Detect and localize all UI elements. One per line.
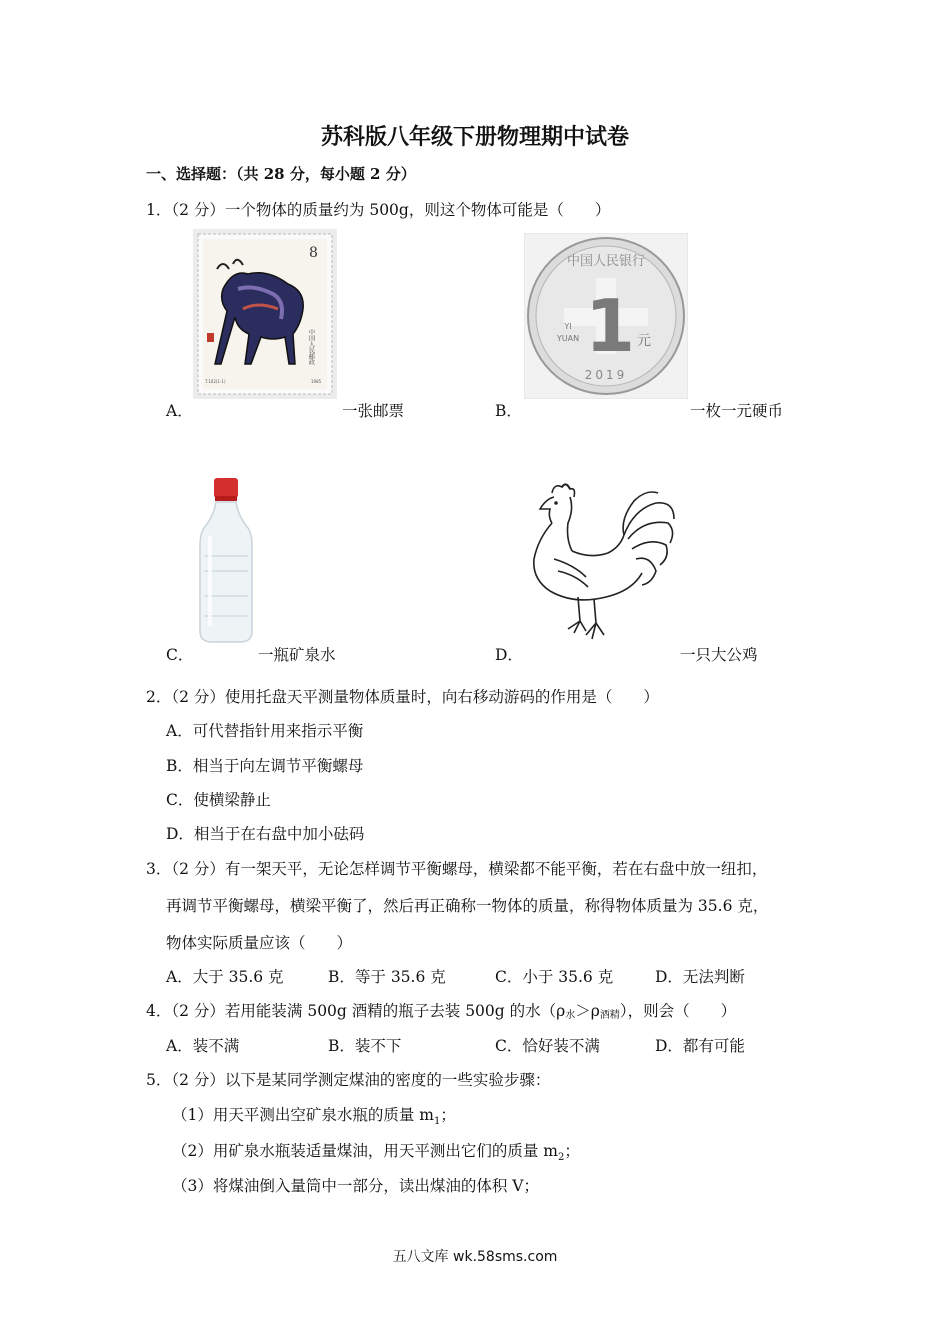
q3-option-b: B．等于 35.6 克 (328, 968, 446, 986)
rooster-image (524, 479, 678, 643)
coin-yi: YI (564, 322, 572, 331)
q2-option-a: A．可代替指针用来指示平衡 (166, 722, 364, 740)
coin-digit: 1 (584, 284, 636, 368)
q4-greater-than: ＞ρ (575, 1002, 600, 1020)
coin-yuan-en: YUAN (556, 334, 580, 343)
q1-option-b-text: 一枚一元硬币 (690, 402, 784, 420)
page-title: 苏科版八年级下册物理期中试卷 (320, 124, 629, 150)
q2-option-c: C．使横梁静止 (166, 791, 271, 809)
q5-step-2-text: （2）用矿泉水瓶装适量煤油，用天平测出它们的质量 m (172, 1142, 558, 1160)
q5-step-2-end: ； (564, 1142, 580, 1160)
q3-option-c: C．小于 35.6 克 (495, 968, 614, 986)
q5-step-2-sub: 2 (558, 1152, 565, 1164)
q5-stem: 5．（2 分）以下是某同学测定煤油的密度的一些实验步骤： (146, 1071, 551, 1089)
q1-option-d-text: 一只大公鸡 (680, 646, 758, 664)
q4-stem-end: ），则会（ ） (619, 1002, 737, 1020)
q4-option-a: A．装不满 (166, 1037, 240, 1055)
q5-step-1 (172, 1103, 456, 1127)
coin-year: 2019 (584, 368, 628, 382)
stamp-year: 1985 (311, 379, 322, 384)
q5-step-1-text: （1）用天平测出空矿泉水瓶的质量 m (172, 1106, 434, 1124)
q3-option-d: D．无法判断 (655, 968, 745, 986)
q1-option-b-letter: B． (495, 402, 522, 420)
q5-step-1-sub: 1 (434, 1116, 441, 1128)
q2-option-b: B．相当于向左调节平衡螺母 (166, 757, 364, 775)
q2-stem: 2．（2 分）使用托盘天平测量物体质量时，向右移动游码的作用是（ ） (146, 688, 659, 706)
coin-yuan-cn: 元 (637, 333, 651, 349)
q1-option-a-letter: A． (166, 402, 193, 420)
q2-option-d: D．相当于在右盘中加小砝码 (166, 825, 365, 843)
stamp-side-text: 中国人民邮政 (307, 329, 315, 365)
q4-stem-start: 4．（2 分）若用能装满 500g 酒精的瓶子去装 500g 的水（ρ (146, 1002, 566, 1020)
q5-step-2 (172, 1139, 580, 1163)
q4-sub-water: 水 (565, 1010, 576, 1021)
stamp-image (193, 229, 337, 399)
section-heading: 一、选择题：（共 28 分，每小题 2 分） (146, 165, 416, 183)
q4-stem (146, 999, 736, 1021)
q1-stem: 1．（2 分）一个物体的质量约为 500g，则这个物体可能是（ ） (146, 201, 611, 219)
q1-option-c-text: 一瓶矿泉水 (258, 646, 336, 664)
q4-sub-alcohol: 酒精 (599, 1010, 620, 1021)
q1-option-d-letter: D． (495, 646, 523, 664)
q4-option-b: B．装不下 (328, 1037, 402, 1055)
footer-watermark: 五八文库 wk.58sms.com (392, 1249, 558, 1265)
q5-step-1-end: ； (440, 1106, 456, 1124)
stamp-value: 8 (309, 245, 318, 261)
q4-option-d: D．都有可能 (655, 1037, 745, 1055)
bottle-image (196, 476, 256, 644)
coin-image (524, 233, 688, 399)
q1-option-c-letter: C． (166, 646, 194, 664)
q3-line-1: 3．（2 分）有一架天平，无论怎样调节平衡螺母，横梁都不能平衡，若在右盘中放一纽扣， (146, 860, 768, 878)
q3-option-a: A．大于 35.6 克 (166, 968, 284, 986)
q4-option-c: C．恰好装不满 (495, 1037, 600, 1055)
q5-step-3: （3）将煤油倒入量筒中一部分，读出煤油的体积 V； (172, 1177, 539, 1195)
coin-top-text: 中国人民银行 (566, 254, 646, 269)
q3-line-3: 物体实际质量应该（ ） (166, 934, 353, 952)
q1-option-a-text: 一张邮票 (342, 402, 405, 420)
stamp-code: T.102(1-1) (205, 379, 226, 384)
q3-line-2: 再调节平衡螺母，横梁平衡了，然后再正确称一物体的质量，称得物体质量为 35.6 克， (166, 897, 769, 915)
